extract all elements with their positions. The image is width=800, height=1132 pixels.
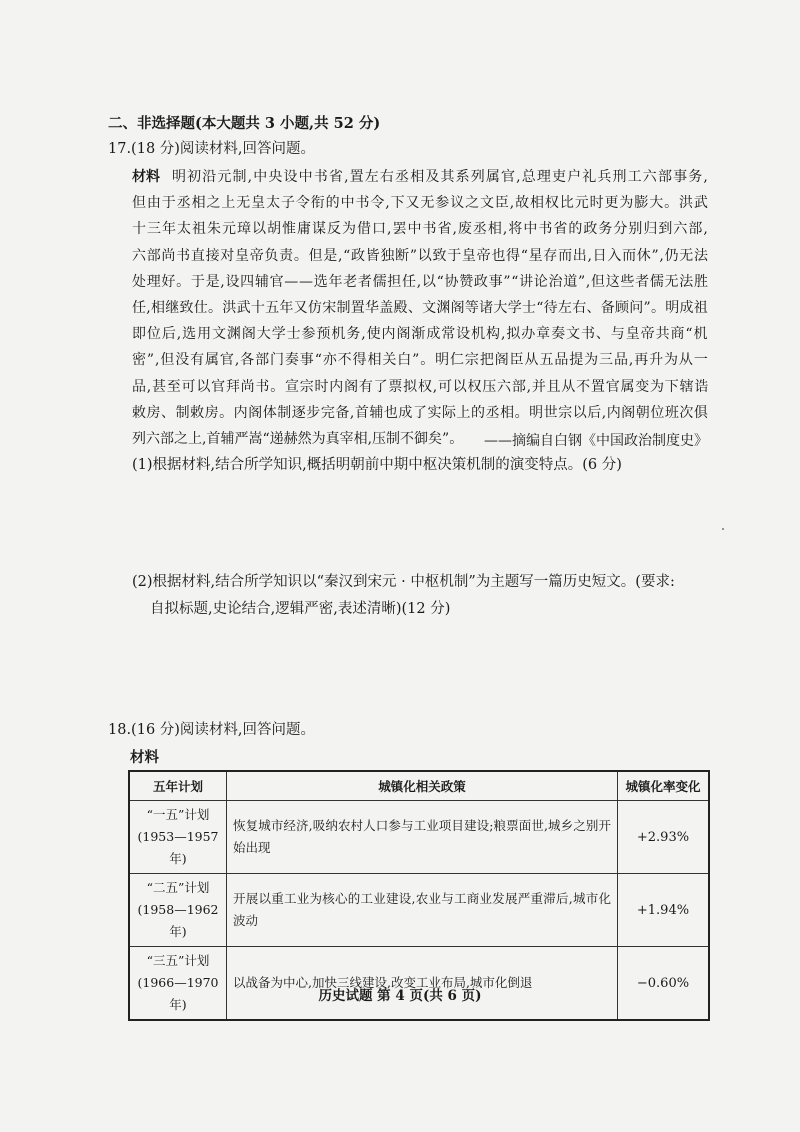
section-heading: 二、非选择题(本大题共 3 小题,共 52 分) — [108, 115, 381, 132]
question-17-sub-1: (1)根据材料,结合所学知识,概括明朝前中期中枢决策机制的演变特点。(6 分) — [132, 457, 622, 473]
policy-cell: 开展以重工业为核心的工业建设,农业与工商业发展严重滞后,城市化波动 — [227, 874, 618, 947]
material-line — [132, 269, 708, 295]
rate-cell: −0.60% — [618, 947, 710, 1021]
question-17-material — [132, 164, 708, 452]
material-line-text: 即位后,选用文渊阁大学士参预机务,使内阁渐成常设机构,拟办章奏文书、与皇帝共商“机 — [132, 326, 709, 343]
material-line — [132, 243, 708, 269]
plan-years: (1953—1957 年) — [137, 829, 219, 866]
scan-speck — [722, 528, 724, 530]
material-line-text: 十三年太祖朱元璋以胡惟庸谋反为借口,罢中书省,废丞相,将中书省的政务分别归到六部, — [132, 221, 709, 238]
question-18-material-label: 材料 — [130, 749, 159, 766]
plan-cell — [129, 801, 227, 874]
material-line — [132, 321, 708, 347]
plan-years: (1958—1962 年) — [137, 902, 219, 939]
plan-years: (1966—1970 年) — [137, 975, 219, 1012]
material-line — [132, 216, 708, 242]
material-line-text: 品,甚至可以官拜尚书。宣宗时内阁有了票拟权,可以权压六部,并且从不置官属变为下辖诰 — [132, 378, 710, 395]
plan-name: “二五”计划 — [146, 880, 210, 895]
material-line — [132, 374, 708, 400]
material-line — [132, 400, 708, 426]
page-footer: 历史试题 第 4 页(共 6 页) — [318, 988, 482, 1004]
material-line-text: 但由于丞相之上无皇太子令衔的中书令,下又无参议之文臣,故相权比元时更为膨大。洪武 — [132, 195, 709, 212]
header-rate: 城镇化率变化 — [618, 771, 710, 801]
material-line — [132, 347, 708, 373]
question-18-header: 18.(16 分)阅读材料,回答问题。 — [108, 722, 316, 738]
material-source: ——摘编自白钢《中国政治制度史》 — [484, 433, 708, 449]
rate-cell: +2.93% — [618, 801, 710, 874]
header-policy: 城镇化相关政策 — [227, 771, 618, 801]
material-line-text: 六部尚书直接对皇帝负责。但是,“政皆独断”以致于皇帝也得“星存而出,日入而休”,仍无法 — [132, 247, 709, 264]
policy-cell: 恢复城市经济,吸纳农村人口参与工业项目建设;粮票面世,城乡之别开始出现 — [227, 801, 618, 874]
material-line-text: 敕房、制敕房。内阁体制逐步完备,首辅也成了实际上的丞相。明世宗以后,内阁朝位班次俱 — [132, 404, 709, 421]
material-line — [132, 190, 708, 216]
header-plan: 五年计划 — [129, 771, 227, 801]
material-line-text: 处理好。于是,设四辅官——选年老者儒担任,以“协赞政事”“讲论治道”,但这些者儒无法胜 — [132, 273, 709, 290]
material-line-text: 列六部之上,首辅严嵩“递赫然为真宰相,压制不御矣”。 — [132, 431, 464, 448]
material-line — [132, 164, 708, 190]
material-line-text: 明初沿元制,中央设中书省,置左右丞相及其系列属官,总理吏户礼兵刑工六部事务, — [172, 169, 709, 185]
question-17-header: 17.(18 分)阅读材料,回答问题。 — [108, 141, 316, 157]
material-line-text: 任,相继致仕。洪武十五年又仿宋制置华盖殿、文渊阁等诸大学士“待左右、备顾问”。明成祖 — [132, 300, 709, 317]
plan-name: “三五”计划 — [146, 953, 210, 968]
table-row — [129, 801, 709, 874]
table-row — [129, 874, 709, 947]
policy-cell: 以战备为中心,加快三线建设,改变工业布局,城市化倒退 — [227, 947, 618, 1021]
material-label: 材料 — [132, 169, 160, 185]
table-header-row — [129, 771, 709, 801]
rate-cell: +1.94% — [618, 874, 710, 947]
question-17-sub-2-line-1: (2)根据材料,结合所学知识以“秦汉到宋元 · 中枢机制”为主题写一篇历史短文。(要求: — [132, 574, 675, 590]
plan-name: “一五”计划 — [146, 807, 210, 822]
plan-cell — [129, 874, 227, 947]
material-line — [132, 295, 708, 321]
material-line-text: 密”,但没有属官,各部门奏事“亦不得相关白”。明仁宗把阁臣从五品提为三品,再升为从一 — [132, 352, 709, 369]
question-17-sub-2-line-2: 自拟标题,史论结合,逻辑严密,表述清晰)(12 分) — [150, 601, 451, 617]
